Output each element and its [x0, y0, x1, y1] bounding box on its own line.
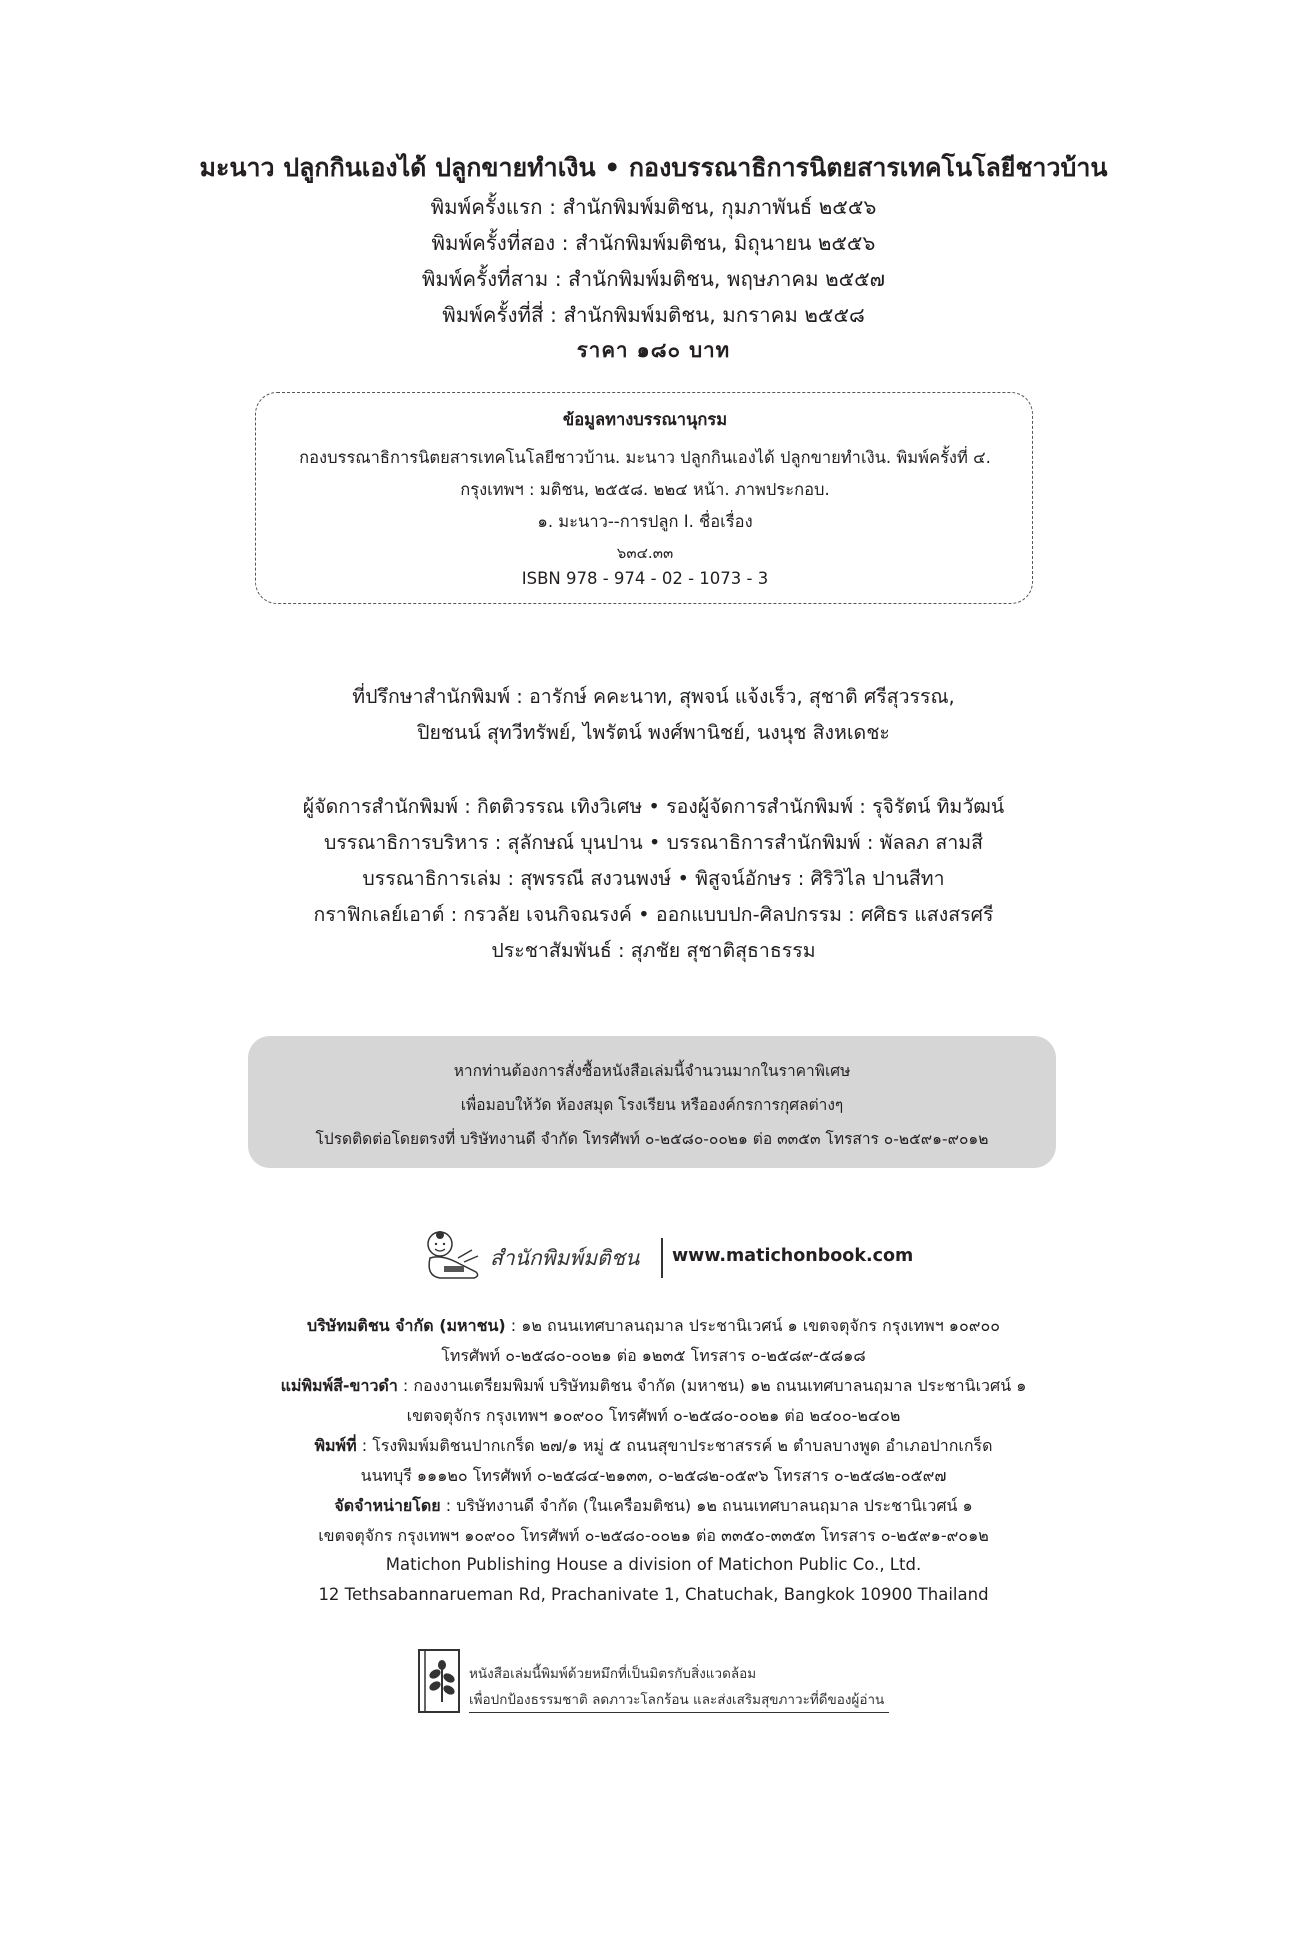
staff-line: บรรณาธิการบริหาร : สุลักษณ์ บุนปาน • บรรณาธิการสำนักพิมพ์ : พัลลภ สามสี [323, 831, 984, 854]
advisors-line: ที่ปรึกษาสำนักพิมพ์ : อารักษ์ คคะนาท, สุพจน์ แจ้งเร็ว, สุชาติ ศรีสุวรรณ, [352, 685, 955, 708]
address-text: : โรงพิมพ์มติชนปากเกร็ด ๒๗/๑ หมู่ ๕ ถนนสุขาประชาสรรค์ ๒ ตำบลบางพูด อำเภอปากเกร็ด [356, 1436, 993, 1455]
address-line [0, 1494, 1307, 1519]
address-line [0, 1404, 1307, 1429]
cataloging-line: กองบรรณาธิการนิตยสารเทคโนโลยีชาวบ้าน. มะนาว ปลูกกินเองได้ ปลูกขายทำเงิน. พิมพ์ครั้งที่ ๔. [299, 448, 991, 467]
address-label: จัดจำหน่ายโดย [334, 1496, 441, 1515]
book-title: มะนาว ปลูกกินเองได้ ปลูกขายทำเงิน • กองบรรณาธิการนิตยสารเทคโนโลยีชาวบ้าน [199, 153, 1108, 182]
cataloging-line: ๑. มะนาว--การปลูก I. ชื่อเรื่อง [537, 512, 753, 531]
address-text: เขตจตุจักร กรุงเทพฯ ๑๐๙๐๐ โทรศัพท์ ๐-๒๕๘๐-๐๐๒๑ ต่อ ๓๓๕๐-๓๓๕๓ โทรสาร ๐-๒๕๙๑-๙๐๑๒ [318, 1526, 989, 1545]
eco-line: หนังสือเล่มนี้พิมพ์ด้วยหมึกที่เป็นมิตรกับสิ่งแวดล้อม [469, 1666, 757, 1682]
cataloging-heading: ข้อมูลทางบรรณานุกรม [562, 410, 728, 429]
isbn: ISBN 978 - 974 - 02 - 1073 - 3 [521, 569, 769, 588]
address-text: โทรศัพท์ ๐-๒๕๘๐-๐๐๒๑ ต่อ ๑๒๓๕ โทรสาร ๐-๒๕๘๙-๕๘๑๘ [441, 1346, 866, 1365]
staff-line: บรรณาธิการเล่ม : สุพรรณี สงวนพงษ์ • พิสูจน์อักษร : ศิริวิไล ปานสีทา [362, 867, 945, 890]
address-line [0, 1374, 1307, 1399]
edition-line: พิมพ์ครั้งที่สอง : สำนักพิมพ์มติชน, มิถุนายน ๒๕๕๖ [431, 231, 876, 255]
notice-line: หากท่านต้องการสั่งซื้อหนังสือเล่มนี้จำนวนมากในราคาพิเศษ [453, 1062, 851, 1080]
english-line: Matichon Publishing House a division of Matichon Public Co., Ltd. [385, 1555, 922, 1574]
bulk-order-notice [248, 1036, 1056, 1168]
publisher-url[interactable]: www.matichonbook.com [672, 1246, 914, 1266]
edition-line: พิมพ์ครั้งที่สี่ : สำนักพิมพ์มติชน, มกราคม ๒๕๕๘ [442, 303, 865, 327]
english-line: 12 Tethsabannarueman Rd, Prachanivate 1, Chatuchak, Bangkok 10900 Thailand [318, 1585, 989, 1604]
address-text: นนทบุรี ๑๑๑๒๐ โทรศัพท์ ๐-๒๕๘๔-๒๑๓๓, ๐-๒๕๘๒-๐๕๙๖ โทรสาร ๐-๒๕๘๒-๐๕๙๗ [360, 1466, 947, 1485]
price: ราคา ๑๘๐ บาท [576, 338, 731, 362]
address-line [0, 1344, 1307, 1369]
address-line [0, 1464, 1307, 1489]
staff-line: กราฟิกเลย์เอาต์ : กรวลัย เจนกิจณรงค์ • ออกแบบปก-ศิลปกรรม : ศศิธร แสงสรศรี [313, 903, 994, 926]
logo-script: สำนักพิมพ์มติชน [490, 1246, 640, 1270]
cataloging-line: ๖๓๔.๓๓ [616, 544, 674, 562]
address-line [0, 1314, 1307, 1339]
staff-line: ประชาสัมพันธ์ : สุภชัย สุชาติสุธาธรรม [491, 939, 816, 962]
address-label: บริษัทมติชน จำกัด (มหาชน) [307, 1316, 506, 1335]
address-text: : บริษัทงานดี จำกัด (ในเครือมติชน) ๑๒ ถนนเทศบาลนฤมาล ประชานิเวศน์ ๑ [440, 1496, 973, 1515]
staff-line: ผู้จัดการสำนักพิมพ์ : กิตติวรรณ เทิงวิเศษ • รองผู้จัดการสำนักพิมพ์ : รุจิรัตน์ ทิมวัฒน์ [302, 795, 1005, 818]
advisors-line: ปิยชนน์ สุทวีทรัพย์, ไพรัตน์ พงศ์พานิชย์, นงนุช สิงหเดชะ [417, 721, 890, 744]
eco-note [417, 1648, 887, 1718]
address-label: พิมพ์ที่ [314, 1436, 357, 1455]
address-text: เขตจตุจักร กรุงเทพฯ ๑๐๙๐๐ โทรศัพท์ ๐-๒๕๘๐-๐๐๒๑ ต่อ ๒๔๐๐-๒๔๐๒ [406, 1406, 901, 1425]
edition-line: พิมพ์ครั้งที่สาม : สำนักพิมพ์มติชน, พฤษภาคม ๒๕๕๗ [421, 267, 886, 291]
cataloging-box [255, 392, 1033, 604]
address-label: แม่พิมพ์สี-ขาวดำ [280, 1376, 398, 1395]
logo-divider [661, 1238, 663, 1278]
address-text: : ๑๒ ถนนเทศบาลนฤมาล ประชานิเวศน์ ๑ เขตจตุจักร กรุงเทพฯ ๑๐๙๐๐ [505, 1316, 1000, 1335]
publisher-logo [410, 1228, 914, 1288]
address-line [0, 1524, 1307, 1549]
notice-line: เพื่อมอบให้วัด ห้องสมุด โรงเรียน หรือองค์กรการกุศลต่างๆ [460, 1096, 844, 1114]
eco-line: เพื่อปกป้องธรรมชาติ ลดภาวะโลกร้อน และส่งเสริมสุขภาวะที่ดีของผู้อ่าน [469, 1692, 885, 1708]
notice-line: โปรดติดต่อโดยตรงที่ บริษัทงานดี จำกัด โทรศัพท์ ๐-๒๕๘๐-๐๐๒๑ ต่อ ๓๓๕๓ โทรสาร ๐-๒๕๙๑-๙๐๑๒ [315, 1130, 989, 1148]
logo-child-icon [420, 1228, 490, 1284]
cataloging-line: กรุงเทพฯ : มติชน, ๒๕๕๘. ๒๒๔ หน้า. ภาพประกอบ. [460, 480, 830, 499]
eco-rule [469, 1712, 889, 1713]
eco-book-leaf-icon [417, 1648, 463, 1716]
edition-line: พิมพ์ครั้งแรก : สำนักพิมพ์มติชน, กุมภาพันธ์ ๒๕๕๖ [430, 195, 877, 219]
address-text: : กองงานเตรียมพิมพ์ บริษัทมติชน จำกัด (มหาชน) ๑๒ ถนนเทศบาลนฤมาล ประชานิเวศน์ ๑ [397, 1376, 1027, 1395]
address-line [0, 1434, 1307, 1459]
